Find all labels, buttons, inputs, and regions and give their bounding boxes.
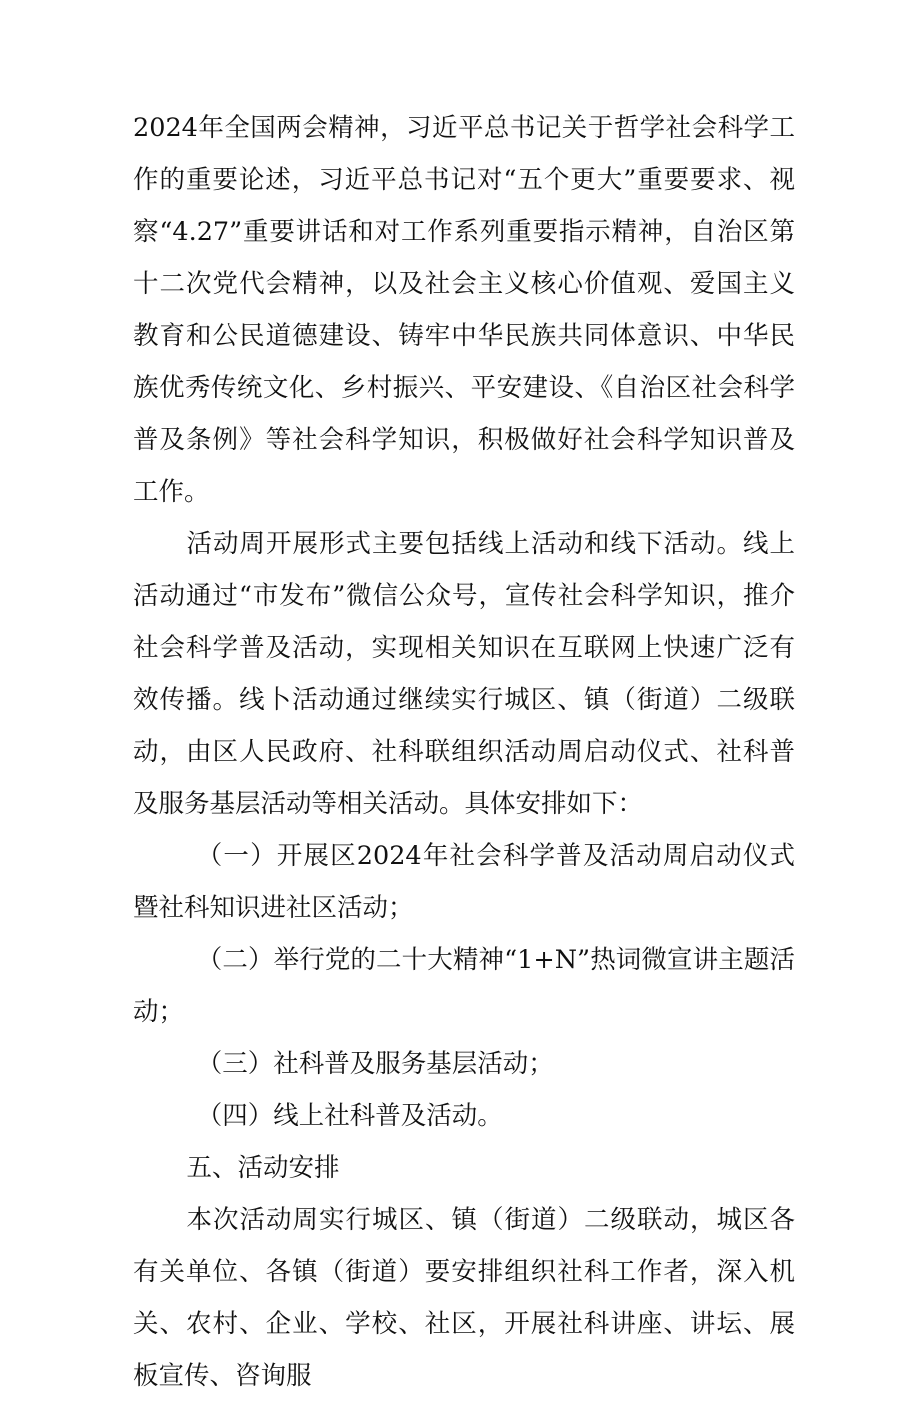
section-heading: 五、活动安排	[186, 1153, 340, 1183]
list-item-1: （一）开展区2024年社会科学普及活动周启动仪式暨社科知识进社区活动；	[133, 841, 795, 923]
paragraph-arrangement: 本次活动周实行城区、镇（街道）二级联动，城区各有关单位、各镇（街道）要安排组织社科工作者，深入机关、农村、企业、学校、社区，开展社科讲座、讲坛、展板宣传、咨询服	[133, 1205, 795, 1391]
paragraph-activity-forms: 活动周开展形式主要包括线上活动和线下活动。线上活动通过“市发布”微信公众号，宣传社会科学知识，推介社会科学普及活动，实现相关知识在互联网上快速广泛有效传播。线卜活动通过继续实行城区、镇（街道）二级联动，由区人民政府、社科联组织活动周启动仪式、社科普及服务基层活动等相关活动。具体安排如下：	[133, 529, 795, 819]
paragraph-continuation: 2024年全国两会精神，习近平总书记关于哲学社会科学工作的重要论述，习近平总书记对“五个更大”重要要求、视察“4.27”重要讲话和对工作系列重要指示精神，自治区第十二次党代会精神，以及社会主义核心价值观、爱国主义教育和公民道德建设、铸牢中华民族共同体意识、中华民族优秀传统文化、乡村振兴、平安建设、《自治区社会科学普及条例》等社会科学知识，积极做好社会科学知识普及工作。	[133, 113, 795, 507]
list-item-4: （四）线上社科普及活动。	[196, 1101, 503, 1131]
document-body	[133, 102, 795, 1402]
list-item-3: （三）社科普及服务基层活动；	[196, 1049, 554, 1079]
list-item-2: （二）举行党的二十大精神“1+N”热词微宣讲主题活动；	[133, 945, 795, 1027]
